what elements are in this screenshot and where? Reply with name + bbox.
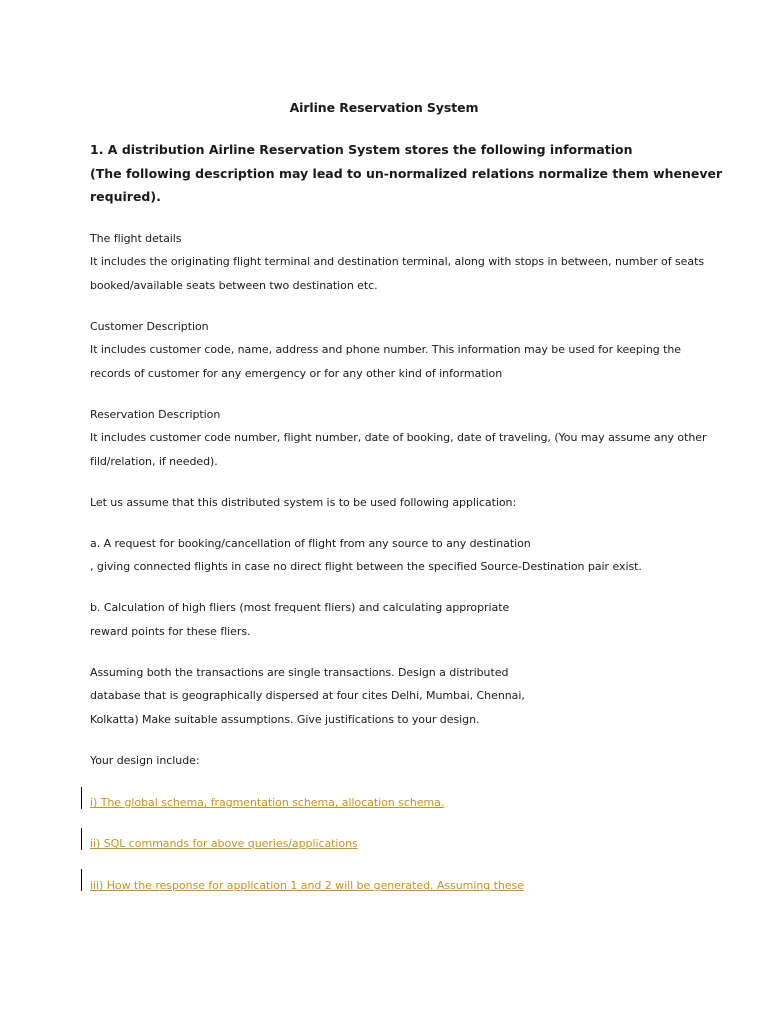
flight-details-line-2: booked/available seats between two destination etc. xyxy=(90,279,378,292)
reservation-description-line-1: It includes customer code number, flight number, date of booking, date of traveling, (You may assume any other xyxy=(90,431,707,444)
question-heading-line-2: (The following description may lead to un-normalized relations normalize them whenever xyxy=(90,166,723,181)
flight-details-label: The flight details xyxy=(90,232,182,245)
design-include-label: Your design include: xyxy=(90,754,200,767)
reservation-description-line-2: fild/relation, if needed). xyxy=(90,455,218,468)
application-b-line-1: b. Calculation of high fliers (most frequent fliers) and calculating appropriate xyxy=(90,601,510,614)
flight-details-line-1: It includes the originating flight terminal and destination terminal, along with stops in between, number of seats xyxy=(90,255,705,268)
reservation-description-label: Reservation Description xyxy=(90,408,221,421)
design-item-1-link[interactable]: i) The global schema, fragmentation schema, allocation schema. xyxy=(90,796,445,809)
customer-description-line-2: records of customer for any emergency or for any other kind of information xyxy=(90,367,503,380)
text-cursor-bar xyxy=(81,869,82,891)
text-cursor-bar xyxy=(81,828,82,850)
document-title: Airline Reservation System xyxy=(289,100,479,115)
design-item-2-link[interactable]: ii) SQL commands for above queries/applications xyxy=(90,837,358,850)
text-cursor-bar xyxy=(81,787,82,809)
design-item-3-link[interactable]: iii) How the response for application 1 and 2 will be generated. Assuming these xyxy=(90,879,524,892)
application-b-line-2: reward points for these fliers. xyxy=(90,625,251,638)
customer-description-label: Customer Description xyxy=(90,320,209,333)
assuming-line-3: Kolkatta) Make suitable assumptions. Give justifications to your design. xyxy=(90,713,480,726)
customer-description-line-1: It includes customer code, name, address and phone number. This information may be used for keeping the xyxy=(90,343,682,356)
question-heading-line-3: required). xyxy=(90,189,161,204)
assuming-line-1: Assuming both the transactions are single transactions. Design a distributed xyxy=(90,666,509,679)
question-heading-line-1: 1. A distribution Airline Reservation System stores the following information xyxy=(90,142,633,157)
assuming-line-2: database that is geographically dispersed at four cites Delhi, Mumbai, Chennai, xyxy=(90,689,525,702)
application-a-line-2: , giving connected flights in case no direct flight between the specified Source-Destination pair exist. xyxy=(90,560,642,573)
assume-paragraph: Let us assume that this distributed system is to be used following application: xyxy=(90,496,517,509)
application-a-line-1: a. A request for booking/cancellation of flight from any source to any destination xyxy=(90,537,531,550)
